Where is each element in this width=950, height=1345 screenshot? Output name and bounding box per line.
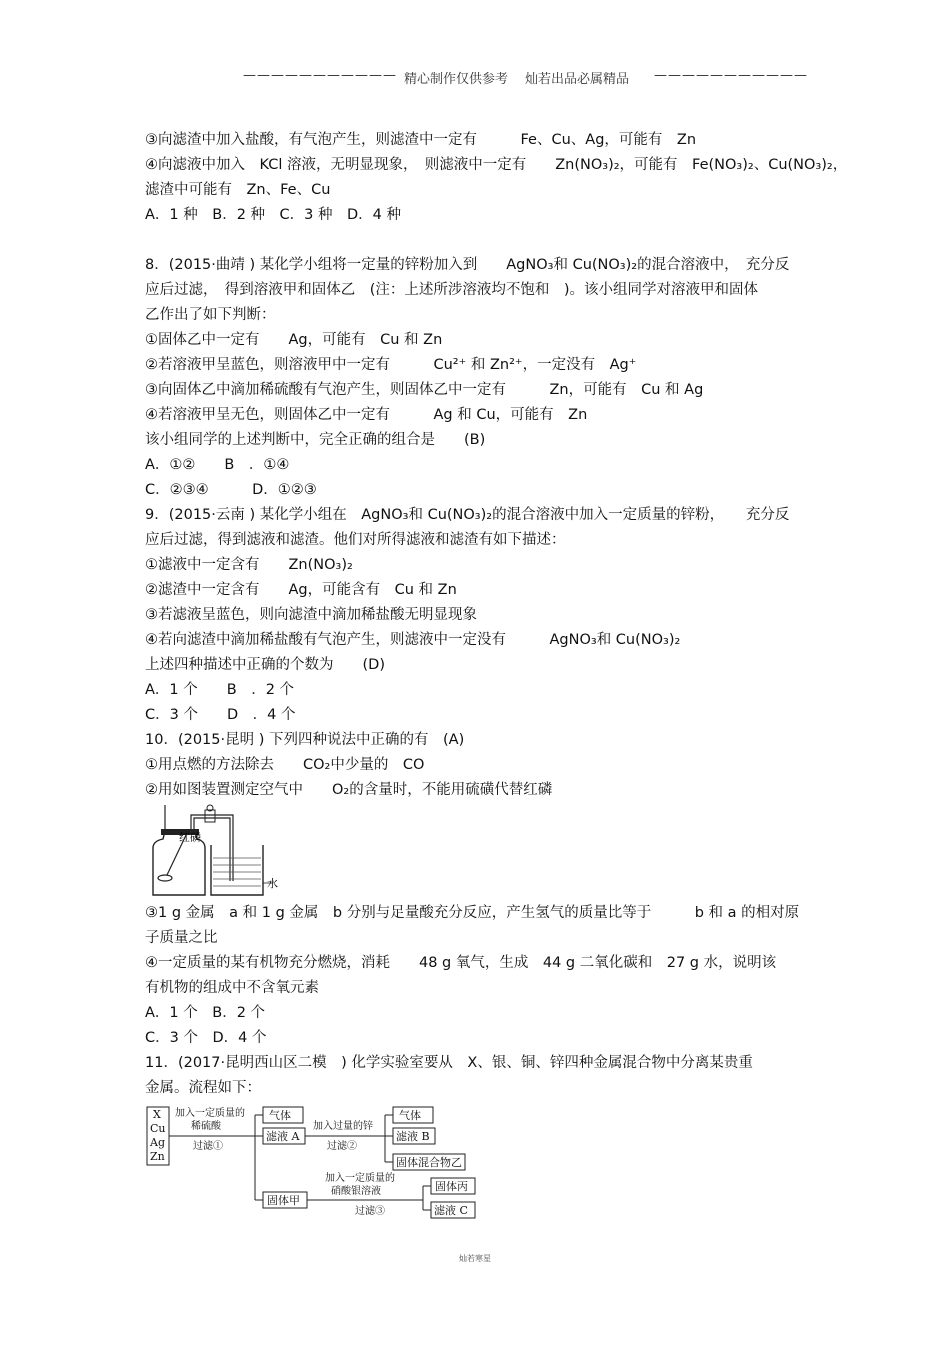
text-line: ③若滤液呈蓝色，则向滤渣中滴加稀盐酸无明显现象 bbox=[145, 607, 477, 623]
text-line bbox=[145, 228, 815, 253]
header-text-1: 精心制作仅供参考 bbox=[404, 72, 509, 87]
metal-zn: Zn bbox=[150, 1150, 165, 1163]
metal-ag: Ag bbox=[150, 1136, 165, 1149]
text-line: ③向滤渣中加入盐酸，有气泡产生，则滤渣中一定有 Fe、Cu、Ag，可能有 Zn bbox=[145, 132, 697, 148]
page-footer: 灿若寒星 bbox=[459, 1254, 491, 1263]
text-line: ②滤渣中一定含有 Ag，可能含有 Cu 和 Zn bbox=[145, 582, 457, 598]
text-line: 9．(2015·云南 ) 某化学小组在 AgNO₃和 Cu(NO₃)₂的混合溶液中加入一定质量的锌粉， 充分反 bbox=[145, 507, 790, 523]
apparatus-diagram bbox=[145, 803, 285, 901]
text-line: 应后过滤，得到滤液和滤渣。他们对所得滤液和滤渣有如下描述： bbox=[145, 532, 566, 548]
label-water: 水 bbox=[267, 877, 278, 890]
text-line: 11．(2017·昆明西山区二模 ) 化学实验室要从 X、银、铜、锌四种金属混合物中分离某贵重 bbox=[145, 1055, 753, 1071]
text-line: ②若溶液甲呈蓝色，则溶液甲中一定有 Cu²⁺ 和 Zn²⁺，一定没有 Ag⁺ bbox=[145, 357, 637, 373]
text-line: A．1 个 B ．2 个 bbox=[145, 682, 295, 698]
metal-x: X bbox=[153, 1108, 161, 1121]
box-solid-mixture: 固体混合物乙 bbox=[396, 1156, 462, 1169]
header-dashes-right: ——————————— bbox=[654, 68, 808, 83]
text-line: ④向滤液中加入 KCl 溶液，无明显现象， 则滤液中一定有 Zn(NO₃)₂，可能有 Fe(NO₃)₂、Cu(NO₃)₂， bbox=[145, 157, 848, 173]
box-filtrate-a: 滤液 A bbox=[266, 1130, 300, 1143]
text-line: ①用点燃的方法除去 CO₂中少量的 CO bbox=[145, 757, 425, 773]
document-body bbox=[145, 128, 848, 1225]
text-line: 上述四种描述中正确的个数为 (D) bbox=[145, 657, 385, 673]
text-line: 金属。流程如下： bbox=[145, 1080, 261, 1096]
text-line: ④若向滤渣中滴加稀盐酸有气泡产生，则滤液中一定没有 AgNO₃和 Cu(NO₃)₂ bbox=[145, 632, 681, 648]
step2-label-bot: 过滤② bbox=[327, 1141, 357, 1152]
box-filtrate-b: 滤液 B bbox=[396, 1130, 430, 1143]
text-line: C．3 个 D ．4 个 bbox=[145, 707, 296, 723]
step2-label-top: 加入过量的锌 bbox=[313, 1121, 373, 1132]
text-line: ②用如图装置测定空气中 O₂的含量时，不能用硫磺代替红磷 bbox=[145, 782, 553, 798]
box-solid-jia: 固体甲 bbox=[267, 1194, 300, 1207]
step3-label-mid: 硝酸银溶液 bbox=[331, 1186, 381, 1197]
step1-label-top: 加入一定质量的 bbox=[175, 1108, 245, 1119]
label-red-phosphorus: 红磷 bbox=[179, 831, 201, 844]
text-line: A．1 种 B．2 种 C．3 种 D．4 种 bbox=[145, 207, 401, 223]
header-dashes-left: ——————————— bbox=[243, 68, 397, 83]
text-line: 8．(2015·曲靖 ) 某化学小组将一定量的锌粉加入到 AgNO₃和 Cu(NO₃)₂的混合溶液中， 充分反 bbox=[145, 257, 790, 273]
step1-label-bot: 过滤① bbox=[193, 1141, 223, 1152]
step3-label-bot: 过滤③ bbox=[355, 1206, 385, 1217]
text-line: 应后过滤， 得到溶液甲和固体乙 (注：上述所涉溶液均不饱和 )。该小组同学对溶液甲和固体 bbox=[145, 282, 759, 298]
text-line: A．1 个 B．2 个 bbox=[145, 1005, 266, 1021]
step1-label-mid: 稀硫酸 bbox=[191, 1121, 221, 1132]
text-line: C．3 个 D．4 个 bbox=[145, 1030, 267, 1046]
text-block-1 bbox=[145, 128, 848, 803]
text-line: ④若溶液甲呈无色，则固体乙中一定有 Ag 和 Cu，可能有 Zn bbox=[145, 407, 588, 423]
box-gas-2: 气体 bbox=[399, 1109, 421, 1122]
text-line: ③向固体乙中滴加稀硫酸有气泡产生，则固体乙中一定有 Zn，可能有 Cu 和 Ag bbox=[145, 382, 704, 398]
figure-flowchart bbox=[145, 1105, 815, 1225]
text-line: 乙作出了如下判断： bbox=[145, 307, 276, 323]
text-line: C．②③④ D．①②③ bbox=[145, 482, 317, 498]
text-line: ①固体乙中一定有 Ag，可能有 Cu 和 Zn bbox=[145, 332, 443, 348]
text-line: 该小组同学的上述判断中，完全正确的组合是 (B) bbox=[145, 432, 486, 448]
header-text-2: 灿若出品必属精品 bbox=[525, 72, 630, 87]
text-line: 滤渣中可能有 Zn、Fe、Cu bbox=[145, 182, 331, 198]
text-line: ①滤液中一定含有 Zn(NO₃)₂ bbox=[145, 557, 353, 573]
text-line: ③1 g 金属 a 和 1 g 金属 b 分别与足量酸充分反应，产生氢气的质量比等于 b 和 a 的相对原 bbox=[145, 905, 800, 921]
figure-apparatus bbox=[145, 803, 815, 901]
box-gas-1: 气体 bbox=[269, 1109, 291, 1122]
metal-cu: Cu bbox=[150, 1122, 166, 1135]
text-line: 子质量之比 bbox=[145, 930, 218, 946]
text-block-2 bbox=[145, 901, 815, 1101]
box-filtrate-c: 滤液 C bbox=[434, 1204, 468, 1217]
text-line: ④一定质量的某有机物充分燃烧，消耗 48 g 氧气，生成 44 g 二氧化碳和 27 g 水，说明该 bbox=[145, 955, 777, 971]
text-line: 有机物的组成中不含氧元素 bbox=[145, 980, 319, 996]
box-solid-bing: 固体丙 bbox=[435, 1180, 468, 1193]
flowchart-diagram bbox=[145, 1105, 485, 1225]
text-line: A．①② B ．①④ bbox=[145, 457, 290, 473]
step3-label-top: 加入一定质量的 bbox=[325, 1173, 395, 1184]
text-line: 10．(2015·昆明 ) 下列四种说法中正确的有 (A) bbox=[145, 732, 465, 748]
